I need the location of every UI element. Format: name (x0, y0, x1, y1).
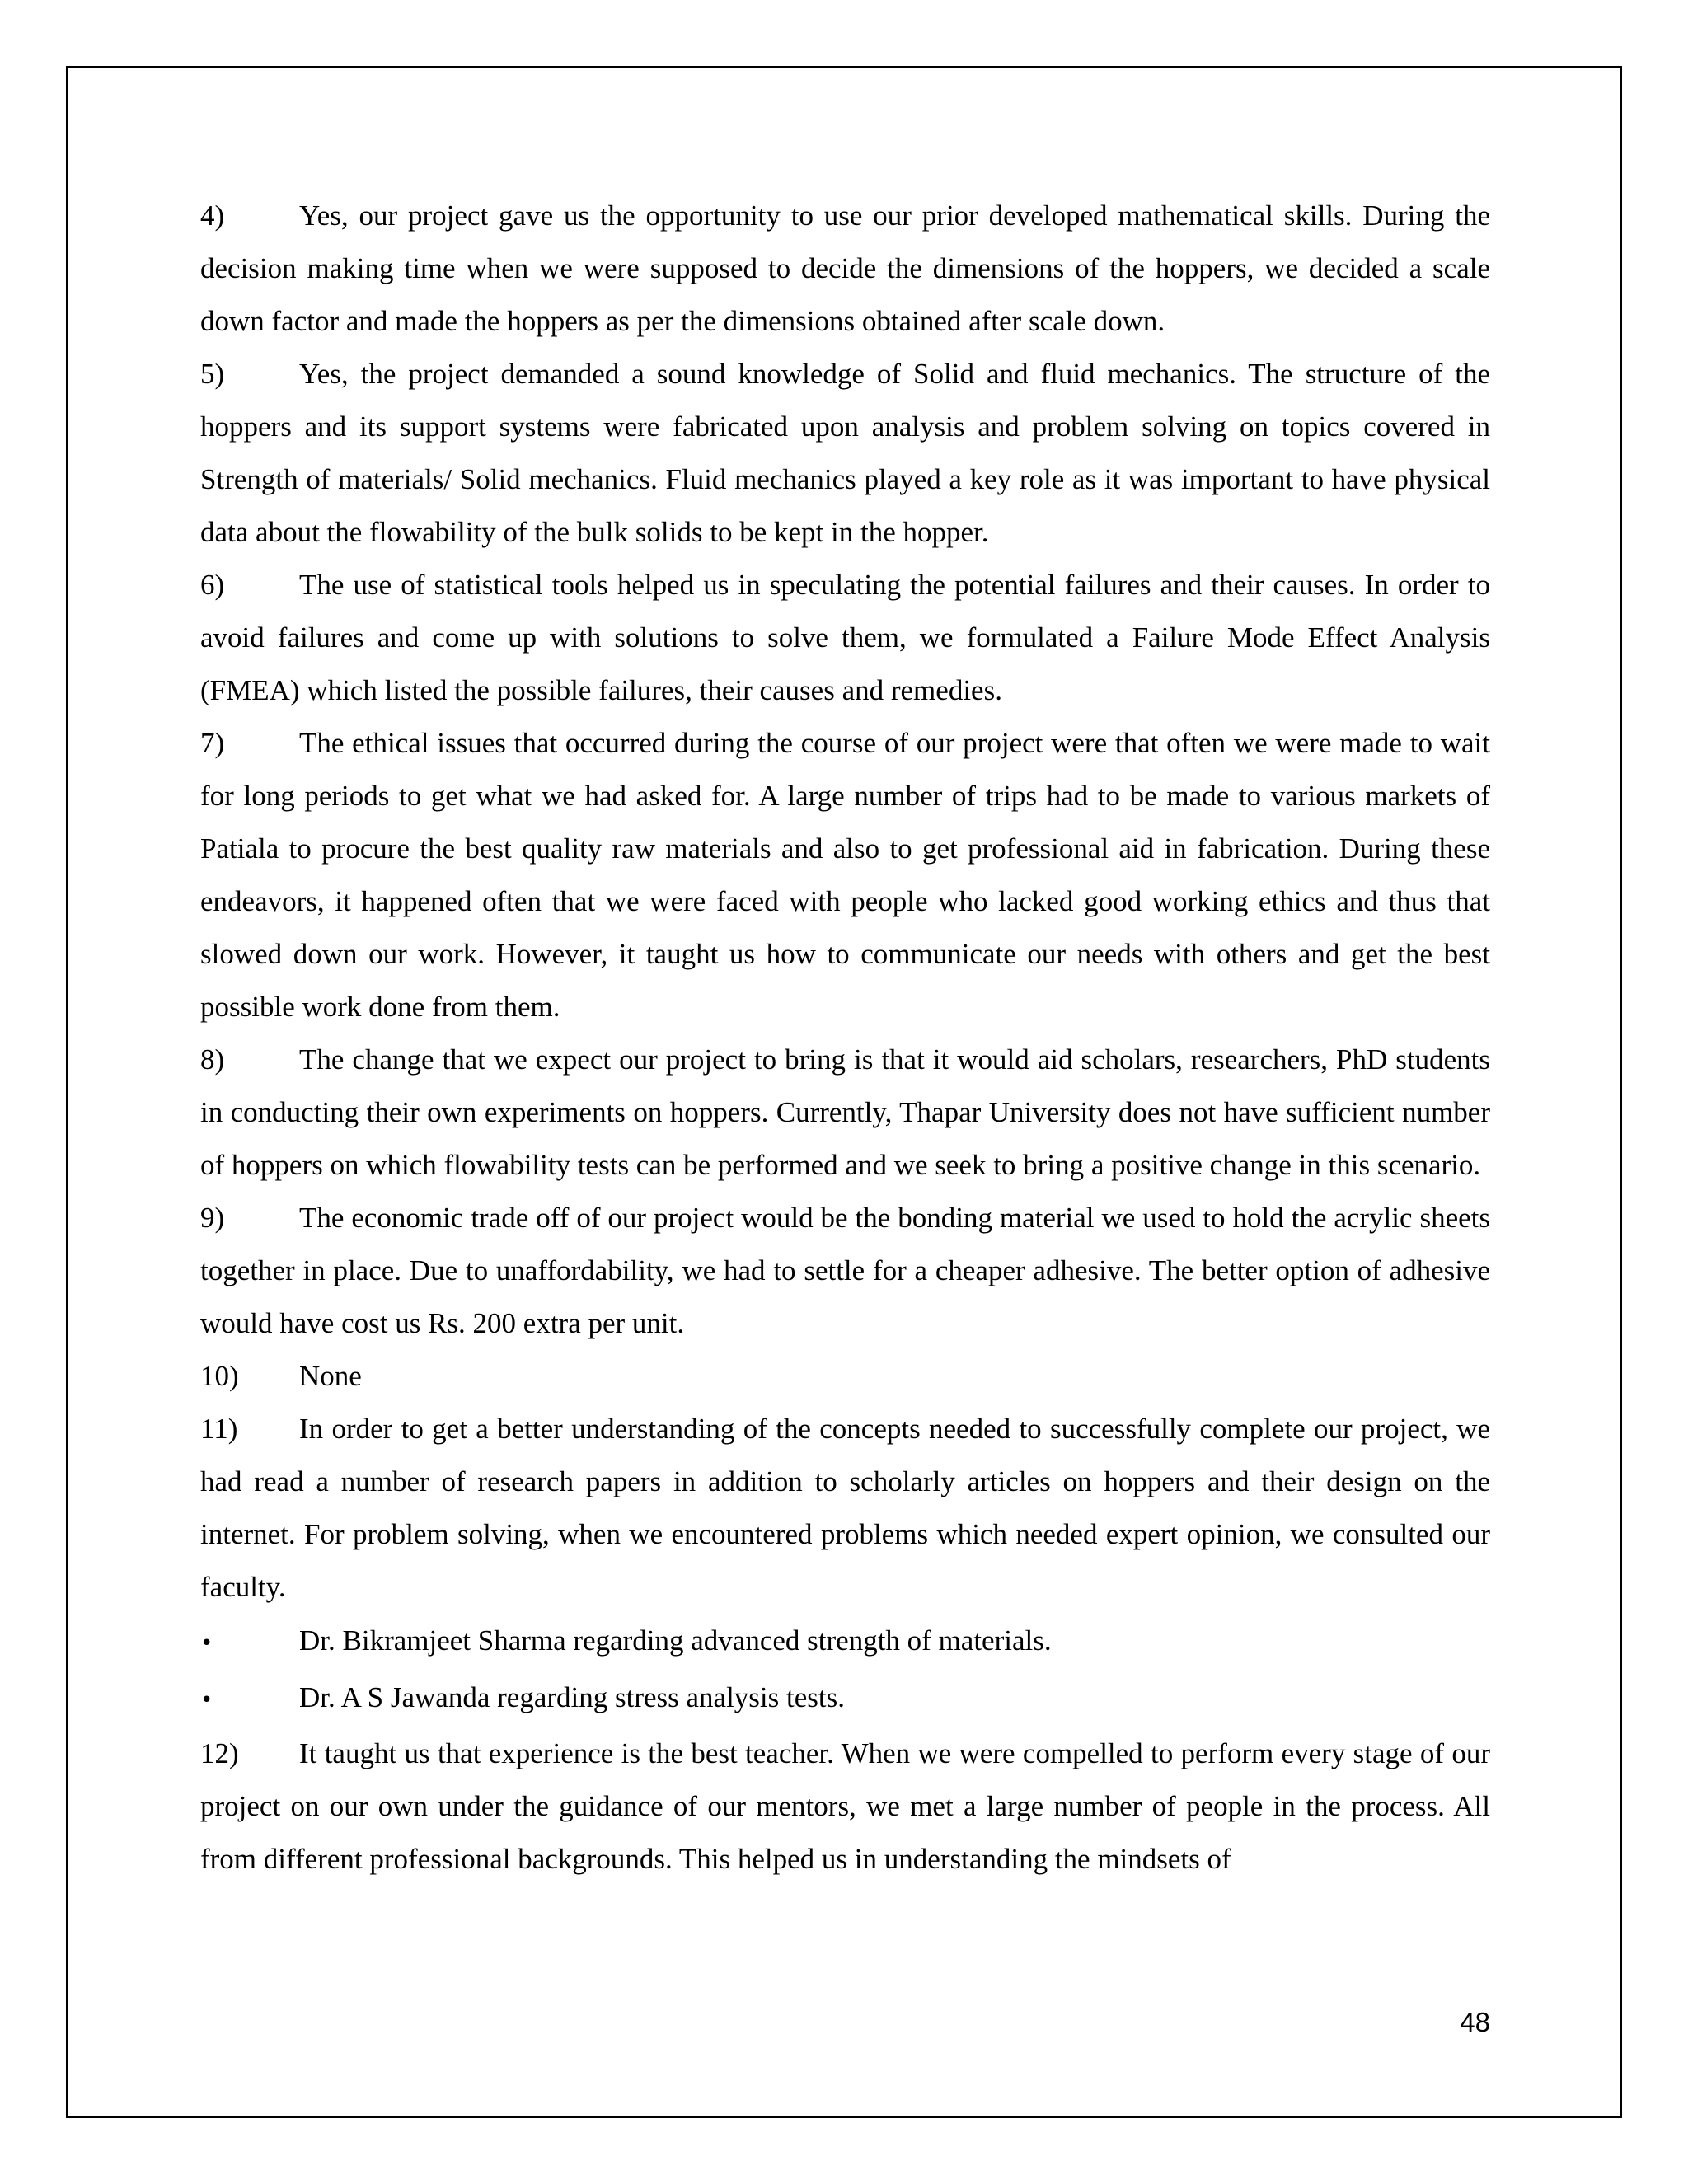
bullet-icon: • (200, 1631, 213, 1656)
item-number: 6) (200, 569, 225, 601)
item-text: The use of statistical tools helped us in speculating the potential failures and their causes. In order to avoid failures and come up with solutions to solve them, we formulated a Failure Mode Effect Analysis (FMEA) which listed the possible failures, their causes and remedies. (200, 569, 1490, 706)
list-item-9 (200, 1192, 1490, 1350)
item-text: Yes, the project demanded a sound knowledge of Solid and fluid mechanics. The structure of the hoppers and its support systems were fabricated upon analysis and problem solving on topics covered in Strength of materials/ Solid mechanics. Fluid mechanics played a key role as it was important to have physical data about the flowability of the bulk solids to be kept in the hopper. (200, 358, 1490, 548)
item-number: 11) (200, 1413, 238, 1445)
item-number: 10) (200, 1360, 239, 1392)
list-item-6 (200, 559, 1490, 717)
item-number: 12) (200, 1737, 239, 1769)
item-number: 9) (200, 1202, 225, 1234)
item-number: 7) (200, 727, 225, 759)
item-number: 4) (200, 199, 225, 232)
bullet-text: Dr. Bikramjeet Sharma regarding advanced strength of materials. (299, 1624, 1052, 1657)
page-number: 48 (1460, 2007, 1490, 2037)
item-text: It taught us that experience is the best teacher. When we were compelled to perform every stage of our project on our own under the guidance of our mentors, we met a large number of people in the process. All from different professional backgrounds. This helped us in understanding the mindsets of (200, 1737, 1490, 1875)
bullet-text: Dr. A S Jawanda regarding stress analysis tests. (299, 1681, 845, 1713)
item-text: The economic trade off of our project would be the bonding material we used to hold the acrylic sheets together in place. Due to unaffordability, we had to settle for a cheaper adhesive. The better option of adhesive would have cost us Rs. 200 extra per unit. (200, 1202, 1490, 1339)
list-item-12 (200, 1727, 1490, 1886)
list-item-4 (200, 190, 1490, 348)
item-number: 8) (200, 1043, 225, 1076)
document-body (200, 190, 1490, 1886)
item-number: 5) (200, 358, 225, 390)
bullet-item (200, 1671, 1490, 1727)
list-item-11 (200, 1403, 1490, 1614)
list-item-5 (200, 348, 1490, 559)
list-item-8 (200, 1033, 1490, 1192)
item-text: In order to get a better understanding of the concepts needed to successfully complete our project, we had read a number of research papers in addition to scholarly articles on hoppers and their design on the internet. For problem solving, when we encountered problems which needed expert opinion, we consulted our faculty. (200, 1413, 1490, 1603)
item-text: Yes, our project gave us the opportunity to use our prior developed mathematical skills. During the decision making time when we were supposed to decide the dimensions of the hoppers, we decided a scale down factor and made the hoppers as per the dimensions obtained after scale down. (200, 199, 1490, 337)
bullet-item (200, 1614, 1490, 1671)
item-text: The ethical issues that occurred during the course of our project were that often we were made to wait for long periods to get what we had asked for. A large number of trips had to be made to various markets of Patiala to procure the best quality raw materials and also to get professional aid in fabrication. During these endeavors, it happened often that we were faced with people who lacked good working ethics and thus that slowed down our work. However, it taught us how to communicate our needs with others and get the best possible work done from them. (200, 727, 1490, 1023)
item-text: The change that we expect our project to bring is that it would aid scholars, researchers, PhD students in conducting their own experiments on hoppers. Currently, Thapar University does not have sufficient number of hoppers on which flowability tests can be performed and we seek to bring a positive change in this scenario. (200, 1043, 1490, 1181)
list-item-7 (200, 717, 1490, 1033)
item-text: None (299, 1360, 362, 1392)
bullet-icon: • (200, 1688, 213, 1713)
list-item-10 (200, 1350, 1490, 1403)
